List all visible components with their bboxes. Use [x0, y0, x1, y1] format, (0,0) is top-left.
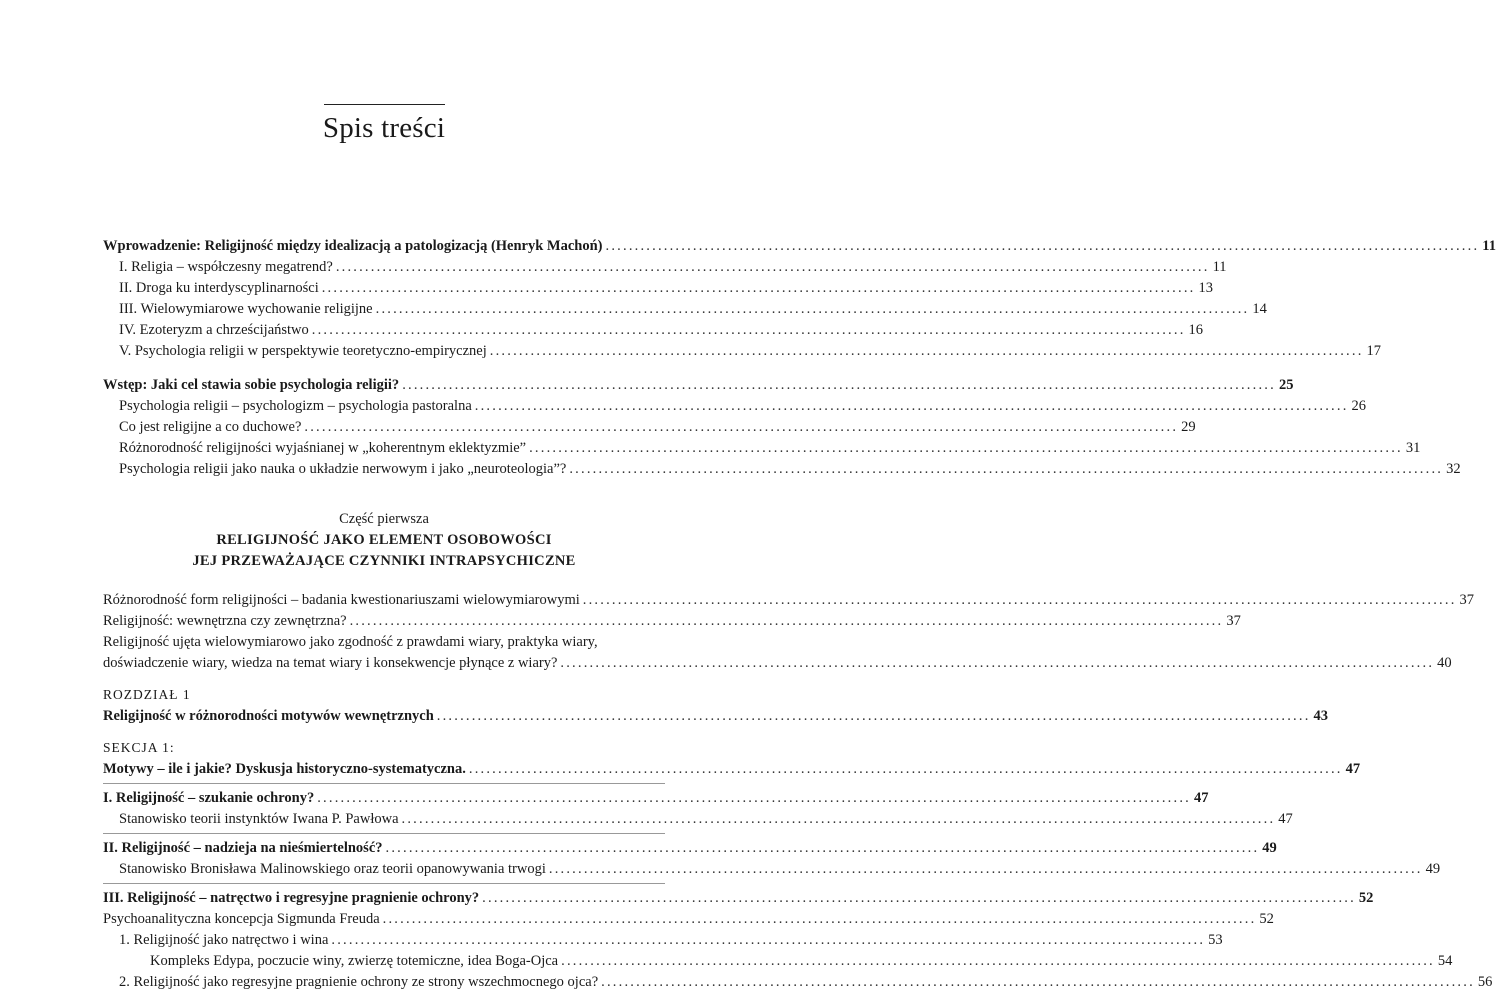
toc-entry[interactable]: Psychologia religii – psychologizm – psychologia pastoralna ...................................................................................................................................................... 26 — [119, 398, 1367, 414]
toc-entry[interactable]: Stanowisko teorii instynktów Iwana P. Pawłowa ...................................................................................................................................................... 47 — [119, 811, 1293, 827]
part-title-line1: RELIGIJNOŚĆ JAKO ELEMENT OSOBOWOŚCI — [216, 532, 552, 548]
toc-entry[interactable]: Religijność: wewnętrzna czy zewnętrzna? ...................................................................................................................................................... 37 — [103, 613, 1241, 629]
toc-entry[interactable]: doświadczenie wiary, wiedza na temat wiary i konsekwencje płynące z wiary? ...................................................................................................................................................... 40 — [103, 655, 1452, 671]
title-rule — [324, 104, 445, 105]
part-title-line2: JEJ PRZEWAŻAJĄCE CZYNNIKI INTRAPSYCHICZNE — [192, 553, 576, 569]
chapter-label: ROZDZIAŁ 1 — [103, 687, 191, 702]
toc-entry[interactable]: Co jest religijne a co duchowe? ...................................................................................................................................................... 29 — [119, 419, 1196, 435]
toc-entry[interactable]: Psychoanalityczna koncepcja Sigmunda Freuda ...................................................................................................................................................... 52 — [103, 911, 1274, 927]
toc-entry[interactable]: Kompleks Edypa, poczucie winy, zwierzę totemiczne, idea Boga-Ojca ...................................................................................................................................................... 54 — [150, 953, 1453, 969]
section-label: SEKCJA 1: — [103, 740, 175, 755]
toc-entry-intro-heading[interactable]: Wprowadzenie: Religijność między idealizacją a patologizacją (Henryk Machoń) ...................................................................................................................................................... 11 — [103, 238, 1496, 254]
divider — [103, 833, 665, 834]
toc-entry[interactable]: Psychologia religii jako nauka o układzie nerwowym i jako „neuroteologia”? ...................................................................................................................................................... 32 — [119, 461, 1461, 477]
toc-entry[interactable]: I. Religia – współczesny megatrend? ...................................................................................................................................................... 11 — [119, 259, 1227, 275]
toc-entry-sub2-heading[interactable]: II. Religijność – nadzieja na nieśmiertelność? ...................................................................................................................................................... 49 — [103, 840, 1277, 856]
toc-entry[interactable]: V. Psychologia religii w perspektywie teoretyczno-empirycznej ...................................................................................................................................................... 17 — [119, 343, 1382, 359]
toc-entry[interactable]: IV. Ezoteryzm a chrześcijaństwo ...................................................................................................................................................... 16 — [119, 322, 1204, 338]
toc-entry-sub3-heading[interactable]: III. Religijność – natręctwo i regresyjne pragnienie ochrony? ...................................................................................................................................................... 52 — [103, 890, 1374, 906]
toc-entry-section1[interactable]: Motywy – ile i jakie? Dyskusja historyczno-systematyczna. ...................................................................................................................................................... 47 — [103, 761, 1361, 777]
divider — [103, 883, 665, 884]
toc-entry[interactable]: 2. Religijność jako regresyjne pragnienie ochrony ze strony wszechmocnego ojca? ...................................................................................................................................................... 56 — [119, 974, 1493, 990]
page-title: Spis treści — [322, 112, 446, 144]
toc-entry[interactable]: III. Wielowymiarowe wychowanie religijne ...................................................................................................................................................... 14 — [119, 301, 1267, 317]
toc-entry-wstep-heading[interactable]: Wstęp: Jaki cel stawia sobie psychologia religii? ...................................................................................................................................................... 25 — [103, 377, 1294, 393]
part-label: Część pierwsza — [339, 511, 429, 527]
toc-entry[interactable]: II. Droga ku interdyscyplinarności ...................................................................................................................................................... 13 — [119, 280, 1213, 296]
toc-entry[interactable]: Różnorodność religijności wyjaśnianej w „koherentnym eklektyzmie” ...................................................................................................................................................... 31 — [119, 440, 1421, 456]
divider — [103, 783, 665, 784]
toc-entry-multiline-start[interactable]: Religijność ujęta wielowymiarowo jako zgodność z prawdami wiary, praktyka wiary, — [103, 634, 598, 650]
toc-entry[interactable]: 1. Religijność jako natręctwo i wina ...................................................................................................................................................... 53 — [119, 932, 1223, 948]
toc-entry-sub1-heading[interactable]: I. Religijność – szukanie ochrony? ...................................................................................................................................................... 47 — [103, 790, 1209, 806]
toc-entry[interactable]: Różnorodność form religijności – badania kwestionariuszami wielowymiarowymi ...................................................................................................................................................... 37 — [103, 592, 1475, 608]
toc-entry-chapter1[interactable]: Religijność w różnorodności motywów wewnętrznych ...................................................................................................................................................... 43 — [103, 708, 1329, 724]
toc-entry[interactable]: Stanowisko Bronisława Malinowskiego oraz teorii opanowywania trwogi ...................................................................................................................................................... 49 — [119, 861, 1441, 877]
